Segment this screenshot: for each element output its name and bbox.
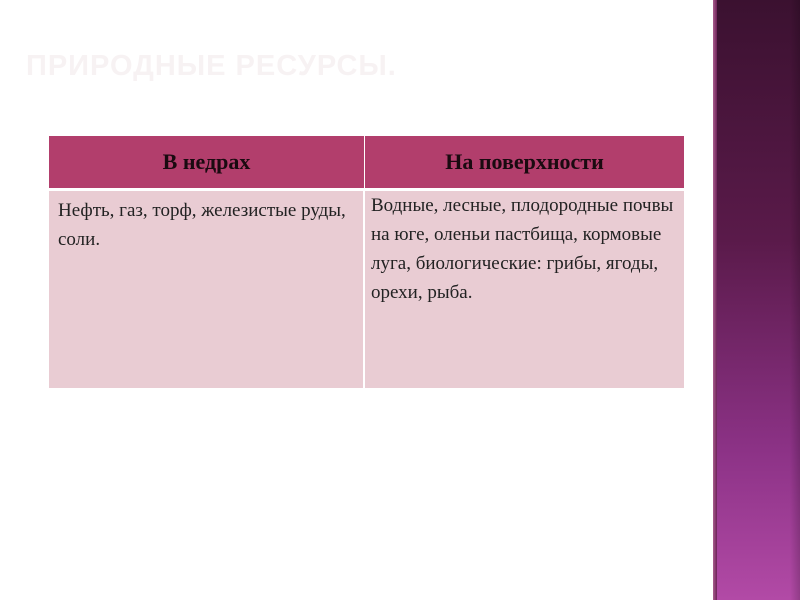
table-header-underground: В недрах xyxy=(49,136,365,191)
table-cell-underground: Нефть, газ, торф, железистые руды, соли. xyxy=(49,191,365,388)
side-band-edge xyxy=(713,0,717,600)
slide-title: ПРИРОДНЫЕ РЕСУРСЫ. xyxy=(26,50,397,82)
resources-table xyxy=(49,136,684,388)
table-cell-surface: Водные, лесные, плодородные почвы на юге, оленьи пастбища, кормовые луга, биологические: грибы, ягоды, орехи, рыба. xyxy=(365,191,684,388)
decorative-side-band xyxy=(713,0,800,600)
table-header-surface: На поверхности xyxy=(365,136,684,191)
side-band-shading xyxy=(790,0,800,600)
